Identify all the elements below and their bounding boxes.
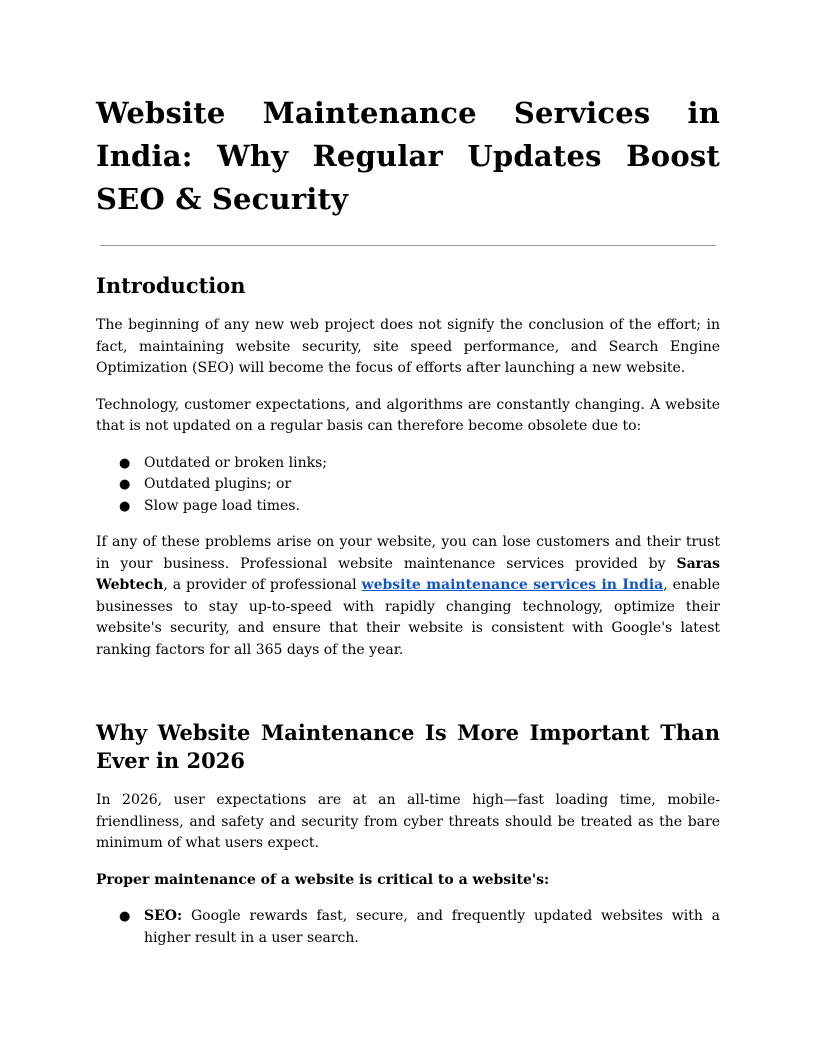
intro-paragraph-1: The beginning of any new web project does not signify the conclusion of the effort; in fact, maintaining website security, site speed performance, and Search Engine Optimization (SEO) will become the focus of efforts after launching a new website. xyxy=(96,317,720,376)
bullet-icon: ● xyxy=(119,455,131,471)
paragraph-text: , enable businesses to stay up-to-speed with rapidly changing technology, optimize their website's security, and ensure that their website is consistent with Google's latest ranking factors for all 365 days of the year. xyxy=(96,577,720,658)
intro-paragraph-2: Technology, customer expectations, and algorithms are constantly changing. A website that is not updated on a regular basis can therefore become obsolete due to: xyxy=(96,396,720,434)
list-item xyxy=(96,906,720,949)
why-bullet-list xyxy=(96,906,720,949)
section-heading-introduction: Introduction xyxy=(96,273,246,298)
lead-text: Proper maintenance of a website is critical to a website's: xyxy=(96,871,550,888)
document-page xyxy=(96,92,720,949)
section-heading-why-maintenance: Why Website Maintenance Is More Important Than Ever in 2026 xyxy=(96,720,720,773)
list-item-text: Slow page load times. xyxy=(144,497,300,514)
intro-bullet-list xyxy=(96,453,720,518)
list-item-term: SEO: xyxy=(144,908,183,924)
brand-name: Saras Webtech xyxy=(96,555,720,593)
horizontal-divider xyxy=(100,245,716,246)
list-item xyxy=(96,474,720,496)
list-item xyxy=(96,496,720,518)
bullet-icon: ● xyxy=(119,477,131,492)
why-paragraph-1: In 2026, user expectations are at an all-time high—fast loading time, mobile-friendliness, and safety and security from cyber threats should be treated as the bare minimum of what users expect. xyxy=(96,792,720,851)
bullet-icon: ● xyxy=(119,909,131,924)
list-item-text: Google rewards fast, secure, and frequently updated websites with a higher result in a user search. xyxy=(144,908,720,946)
bullet-icon: ● xyxy=(119,498,131,514)
why-lead-paragraph xyxy=(96,870,720,892)
maintenance-services-link[interactable]: website maintenance services in India xyxy=(361,577,664,593)
intro-paragraph-3 xyxy=(96,532,720,661)
document-title: Website Maintenance Services in India: Why Regular Updates Boost SEO & Security xyxy=(96,96,720,216)
paragraph-text: , a provider of professional xyxy=(163,577,362,593)
list-item xyxy=(96,453,720,475)
list-item-text: Outdated plugins; or xyxy=(144,476,292,492)
list-item-text: Outdated or broken links; xyxy=(144,454,327,471)
paragraph-text: If any of these problems arise on your website, you can lose customers and their trust in your business. Professional website maintenance services provided by xyxy=(96,534,720,572)
